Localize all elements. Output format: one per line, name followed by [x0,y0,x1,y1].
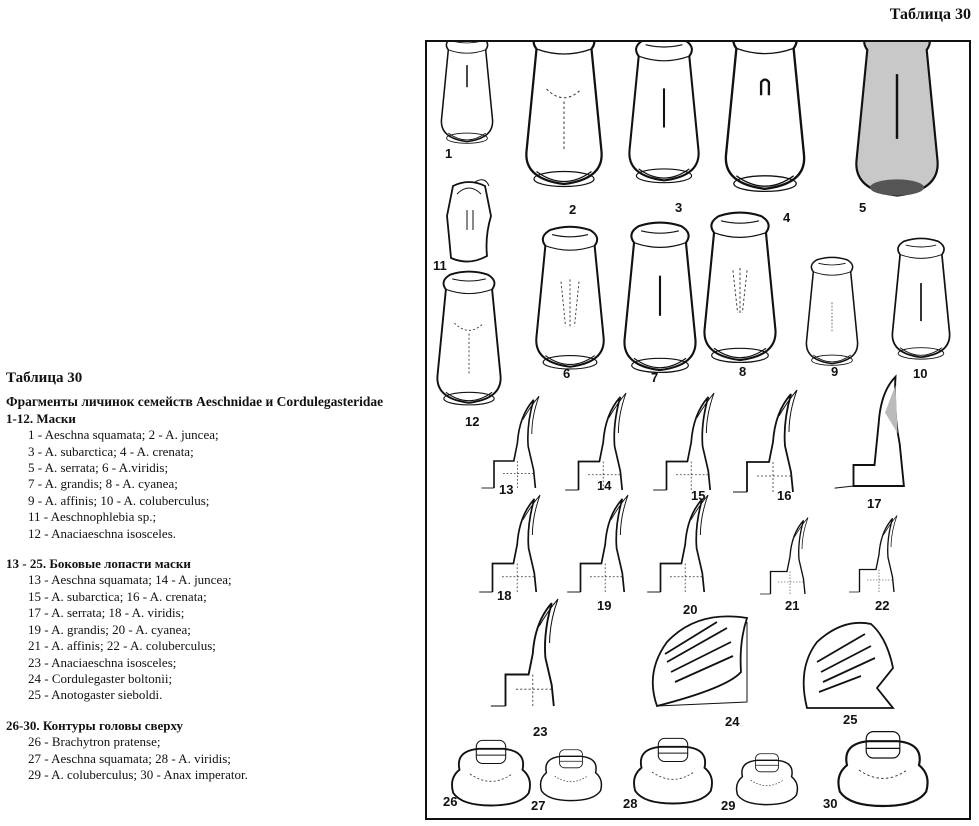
figure-8 [704,213,775,363]
fig-label-22: 22 [875,598,890,613]
fig-label-11: 11 [433,258,447,273]
section-head-contours [6,718,426,784]
figure-4 [726,42,804,191]
figure-14 [565,393,626,490]
caption-item: 26 - Brachytron pratense; [28,734,161,750]
figure-11 [447,180,491,262]
caption-item: 12 - Anaciaeschna isosceles. [28,525,177,541]
figure-12-mask [437,272,500,405]
fig-label-27: 27 [531,798,546,813]
caption-item: 24 - Cordulegaster boltonii; [28,670,173,686]
caption-item: 15 - A. subarctica; 16 - A. crenata; [28,588,207,604]
figure-18 [479,495,540,592]
fig-label-25: 25 [843,712,858,727]
fig-label-26: 26 [443,794,458,809]
caption-subtitle: Фрагменты личинок семейств Aeschnidae и Cordulegasteridae [6,394,384,410]
caption-title: Таблица 30 [6,370,83,386]
fig-label-24: 24 [725,714,740,729]
figure-drawings [427,42,969,818]
figure-20 [647,495,708,592]
figure-2 [526,42,601,187]
fig-label-16: 16 [777,488,792,503]
caption-item: 7 - A. grandis; 8 - A. cyanea; [28,476,178,492]
section-heading: 26-30. Контуры головы сверху [6,717,184,733]
caption-item: 25 - Anotogaster sieboldi. [28,687,163,703]
figure-22 [849,516,897,593]
caption-item: 27 - Aeschna squamata; 28 - A. viridis; [28,750,231,766]
figure-plate [425,40,971,820]
fig-label-3: 3 [675,200,683,215]
caption-item: 21 - A. affinis; 22 - A. coluberculus; [28,638,216,654]
fig-label-23: 23 [533,724,548,739]
fig-label-20: 20 [683,602,698,617]
fig-label-6: 6 [563,366,571,381]
fig-label-10: 10 [913,366,928,381]
fig-label-4: 4 [783,210,791,225]
figure-7 [624,223,695,373]
caption-item: 11 - Aeschnophlebia sp.; [28,509,157,525]
fig-label-21: 21 [785,598,800,613]
caption-item: 5 - A. serrata; 6 - A.viridis; [28,460,169,476]
fig-label-5: 5 [859,200,867,215]
fig-label-28: 28 [623,796,638,811]
section-heading: 13 - 25. Боковые лопасти маски [6,556,191,572]
fig-label-30: 30 [823,796,838,811]
figure-19 [567,495,628,592]
fig-label-17: 17 [867,496,882,511]
section-heading: 1-12. Маски [6,410,76,426]
page-label: Таблица 30 [889,6,971,23]
fig-label-2: 2 [569,202,577,217]
fig-label-1: 1 [445,146,453,161]
figure-29 [737,754,798,805]
figure-28 [634,738,712,803]
caption-item: 19 - A. grandis; 20 - A. cyanea; [28,621,191,637]
caption-item: 23 - Anaciaeschna isosceles; [28,654,177,670]
caption [6,370,426,783]
fig-label-14: 14 [597,478,612,493]
caption-item: 13 - Aeschna squamata; 14 - A. juncea; [28,572,232,588]
figure-25 [804,623,893,708]
caption-item: 17 - A. serrata; 18 - A. viridis; [28,605,185,621]
fig-label-29: 29 [721,798,736,813]
fig-label-13: 13 [499,482,514,497]
figure-24 [653,616,747,706]
caption-item: 3 - A. subarctica; 4 - A. crenata; [28,443,194,459]
caption-item: 9 - A. affinis; 10 - A. coluberculus; [28,492,210,508]
caption-item: 29 - A. coluberculus; 30 - Anax imperator. [28,766,248,782]
fig-label-18: 18 [497,588,512,603]
figure-26 [452,740,530,805]
figure-10 [892,238,949,359]
fig-label-8: 8 [739,364,747,379]
fig-label-15: 15 [691,488,706,503]
figure-30 [838,732,927,806]
figure-17 [835,377,904,488]
figure-13 [481,396,539,488]
figure-21 [760,518,808,595]
fig-label-19: 19 [597,598,612,613]
figure-16 [733,390,797,492]
figure-6 [536,227,603,369]
figure-1 [441,42,492,143]
fig-label-12: 12 [465,414,480,429]
figure-3 [629,42,698,183]
figure-23 [491,599,558,706]
figure-27 [541,750,602,801]
section-lateral-lobes [6,556,426,704]
fig-label-7: 7 [651,370,659,385]
fig-label-9: 9 [831,364,839,379]
figure-9 [806,257,857,365]
caption-item: 1 - Aeschna squamata; 2 - A. juncea; [28,427,219,443]
figure-15 [653,393,714,490]
section-masks [6,411,426,542]
figure-5 [856,42,937,196]
